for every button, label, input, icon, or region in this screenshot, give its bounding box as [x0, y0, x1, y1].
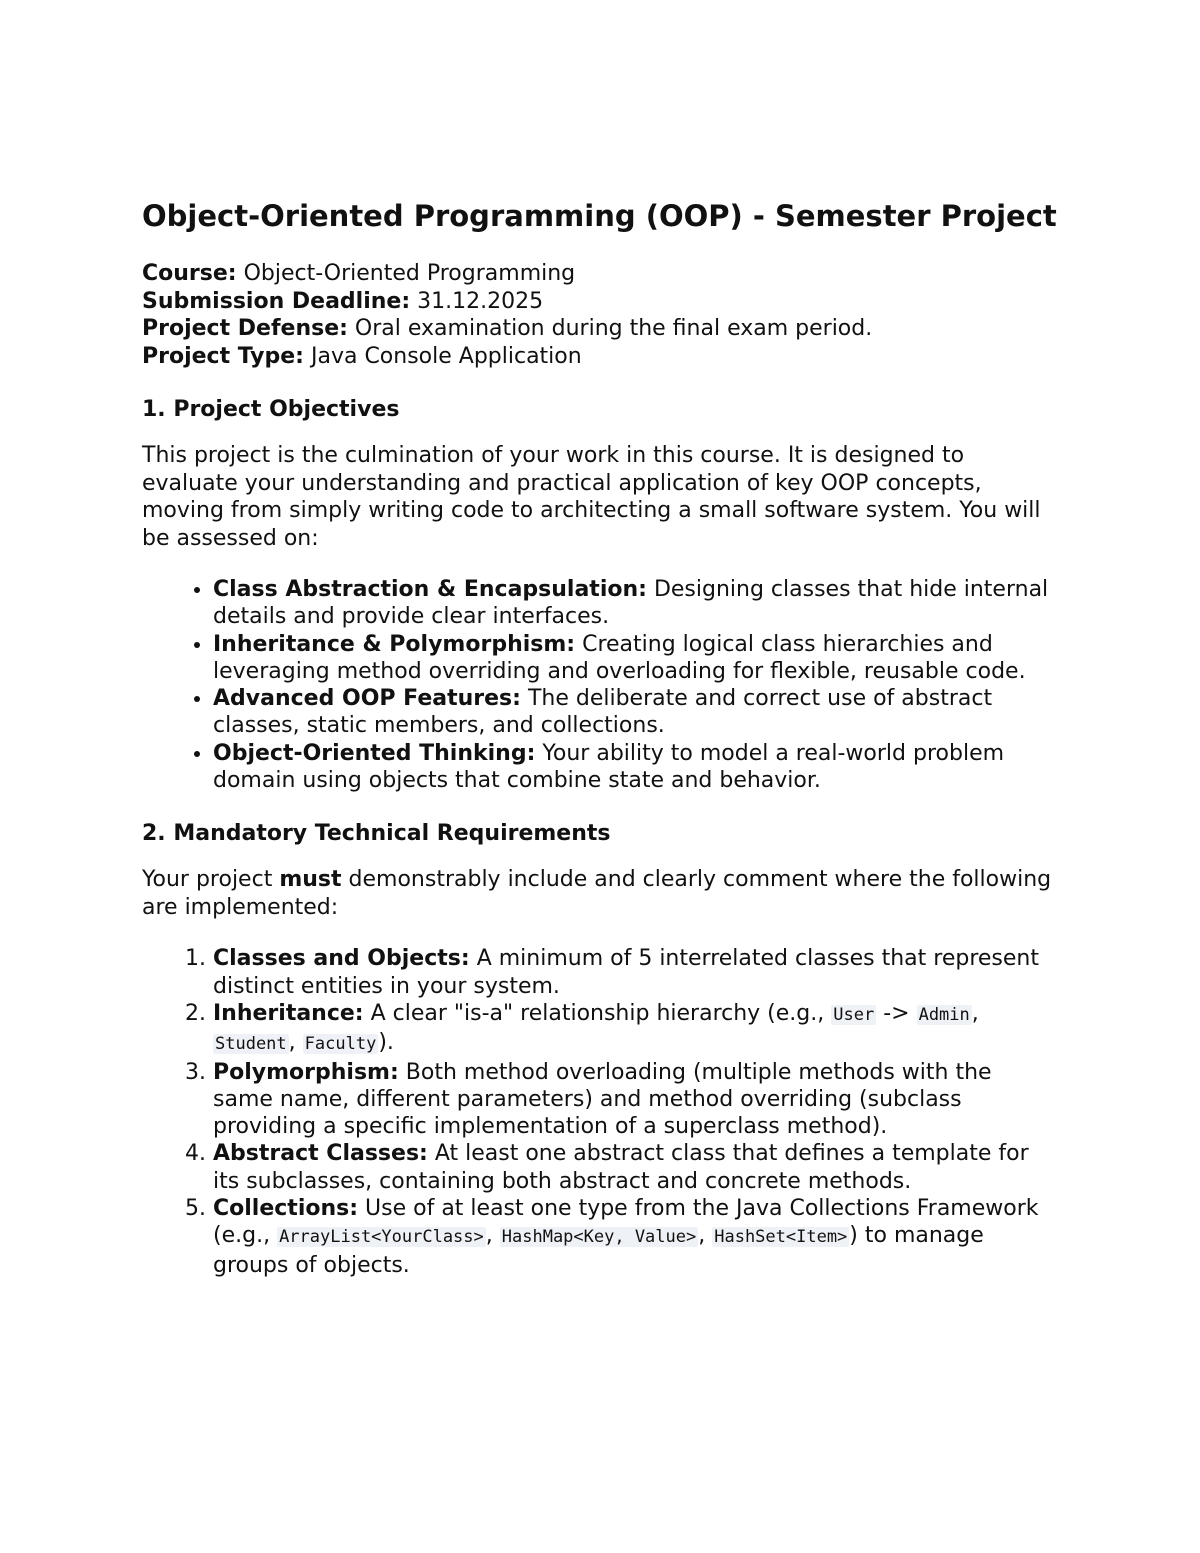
code-snippet: HashSet<Item>: [714, 1227, 848, 1248]
list-item: [213, 631, 1057, 686]
item-text: Both method overloading (multiple methods with the same name, different parameters) and method overriding (subclass providing a specific implementation of a superclass method).: [213, 1059, 992, 1140]
objectives-list: [142, 576, 1057, 794]
item-text: Creating logical class hierarchies and leveraging method overriding and overloading for flexible, reusable code.: [213, 631, 1026, 684]
list-item: 5. Collections: Use of at least one type from the Java Collections Framework (e.g., ArrayList<YourClass>, HashMap<Key, Value>, HashSet<Item>) to manage groups of objects.: [213, 1195, 1057, 1279]
item-label: Inheritance:: [213, 1000, 364, 1026]
meta-label: Submission Deadline:: [142, 288, 411, 314]
list-item: [213, 740, 1057, 795]
list-item: [213, 945, 1057, 1000]
section-heading-requirements: 2. Mandatory Technical Requirements: [142, 821, 611, 847]
code-snippet: ArrayList<YourClass>: [279, 1227, 484, 1248]
code-snippet: HashMap<Key, Value>: [501, 1227, 697, 1248]
item-text: At least one abstract class that defines a template for its subclasses, containing both abstract and concrete methods.: [213, 1141, 1029, 1194]
code-snippet: Admin: [918, 1004, 970, 1025]
requirements-list: [142, 945, 1057, 1279]
meta-deadline: [142, 288, 1057, 316]
list-item: [213, 1059, 1057, 1141]
item-label: Classes and Objects:: [213, 946, 470, 972]
meta-label: Project Type:: [142, 343, 304, 369]
section-heading-objectives: 1. Project Objectives: [142, 397, 400, 422]
objectives-intro: This project is the culmination of your work in this course. It is designed to evaluate your understanding and practical application of key OOP concepts, moving from simply writing code to architecting a small software system. You will be assessed on:: [142, 443, 1041, 551]
list-item: [213, 1140, 1057, 1195]
meta-value: 31.12.2025: [417, 288, 544, 314]
page-title: Object-Oriented Programming (OOP) - Semester Project: [142, 199, 1057, 233]
item-label: Advanced OOP Features:: [213, 686, 521, 712]
item-text: A minimum of 5 interrelated classes that represent distinct entities in your system.: [213, 946, 1039, 999]
item-text: ) to manage groups of objects.: [213, 1223, 984, 1278]
item-label: Abstract Classes:: [213, 1141, 428, 1167]
item-text: A clear "is-a" relationship hierarchy (e.g.,: [370, 1000, 825, 1026]
intro-text: demonstrably include and clearly comment where the following are implemented:: [142, 867, 1052, 920]
list-item: 2. Inheritance: A clear "is-a" relationship hierarchy (e.g., User -> Admin, Student, Faculty).: [213, 1000, 1057, 1059]
item-label: Class Abstraction & Encapsulation:: [213, 577, 647, 602]
document-content: [142, 194, 1057, 1279]
meta-value: Oral examination during the final exam period.: [354, 316, 873, 341]
meta-course: [142, 260, 1057, 288]
list-item: [213, 576, 1057, 631]
code-snippet: Faculty: [304, 1034, 377, 1055]
project-meta: [142, 260, 1057, 370]
intro-text: Your project: [142, 867, 273, 893]
meta-label: Course:: [142, 261, 237, 286]
meta-type: [142, 343, 1057, 371]
list-item: [213, 685, 1057, 740]
meta-defense: [142, 315, 1057, 343]
meta-value: Java Console Application: [310, 343, 582, 369]
item-text: ->: [883, 1000, 910, 1026]
item-label: Collections:: [213, 1196, 359, 1222]
item-text: Use of at least one type from the Java Collections Framework (e.g.,: [213, 1196, 1039, 1249]
meta-value: Object-Oriented Programming: [243, 261, 576, 286]
item-text: Designing classes that hide internal details and provide clear interfaces.: [213, 577, 1049, 630]
code-snippet: User: [833, 1004, 875, 1025]
item-text: The deliberate and correct use of abstract classes, static members, and collections.: [213, 686, 993, 739]
item-label: Object-Oriented Thinking:: [213, 740, 536, 766]
code-snippet: Student: [215, 1034, 287, 1055]
item-label: Inheritance & Polymorphism:: [213, 631, 576, 657]
item-label: Polymorphism:: [213, 1059, 399, 1085]
item-text: ).: [378, 1030, 394, 1056]
requirements-intro: [142, 866, 1057, 921]
item-text: Your ability to model a real-world problem domain using objects that combine state and behavior.: [213, 740, 1005, 794]
meta-label: Project Defense:: [142, 316, 348, 341]
intro-emphasis: must: [279, 867, 342, 893]
